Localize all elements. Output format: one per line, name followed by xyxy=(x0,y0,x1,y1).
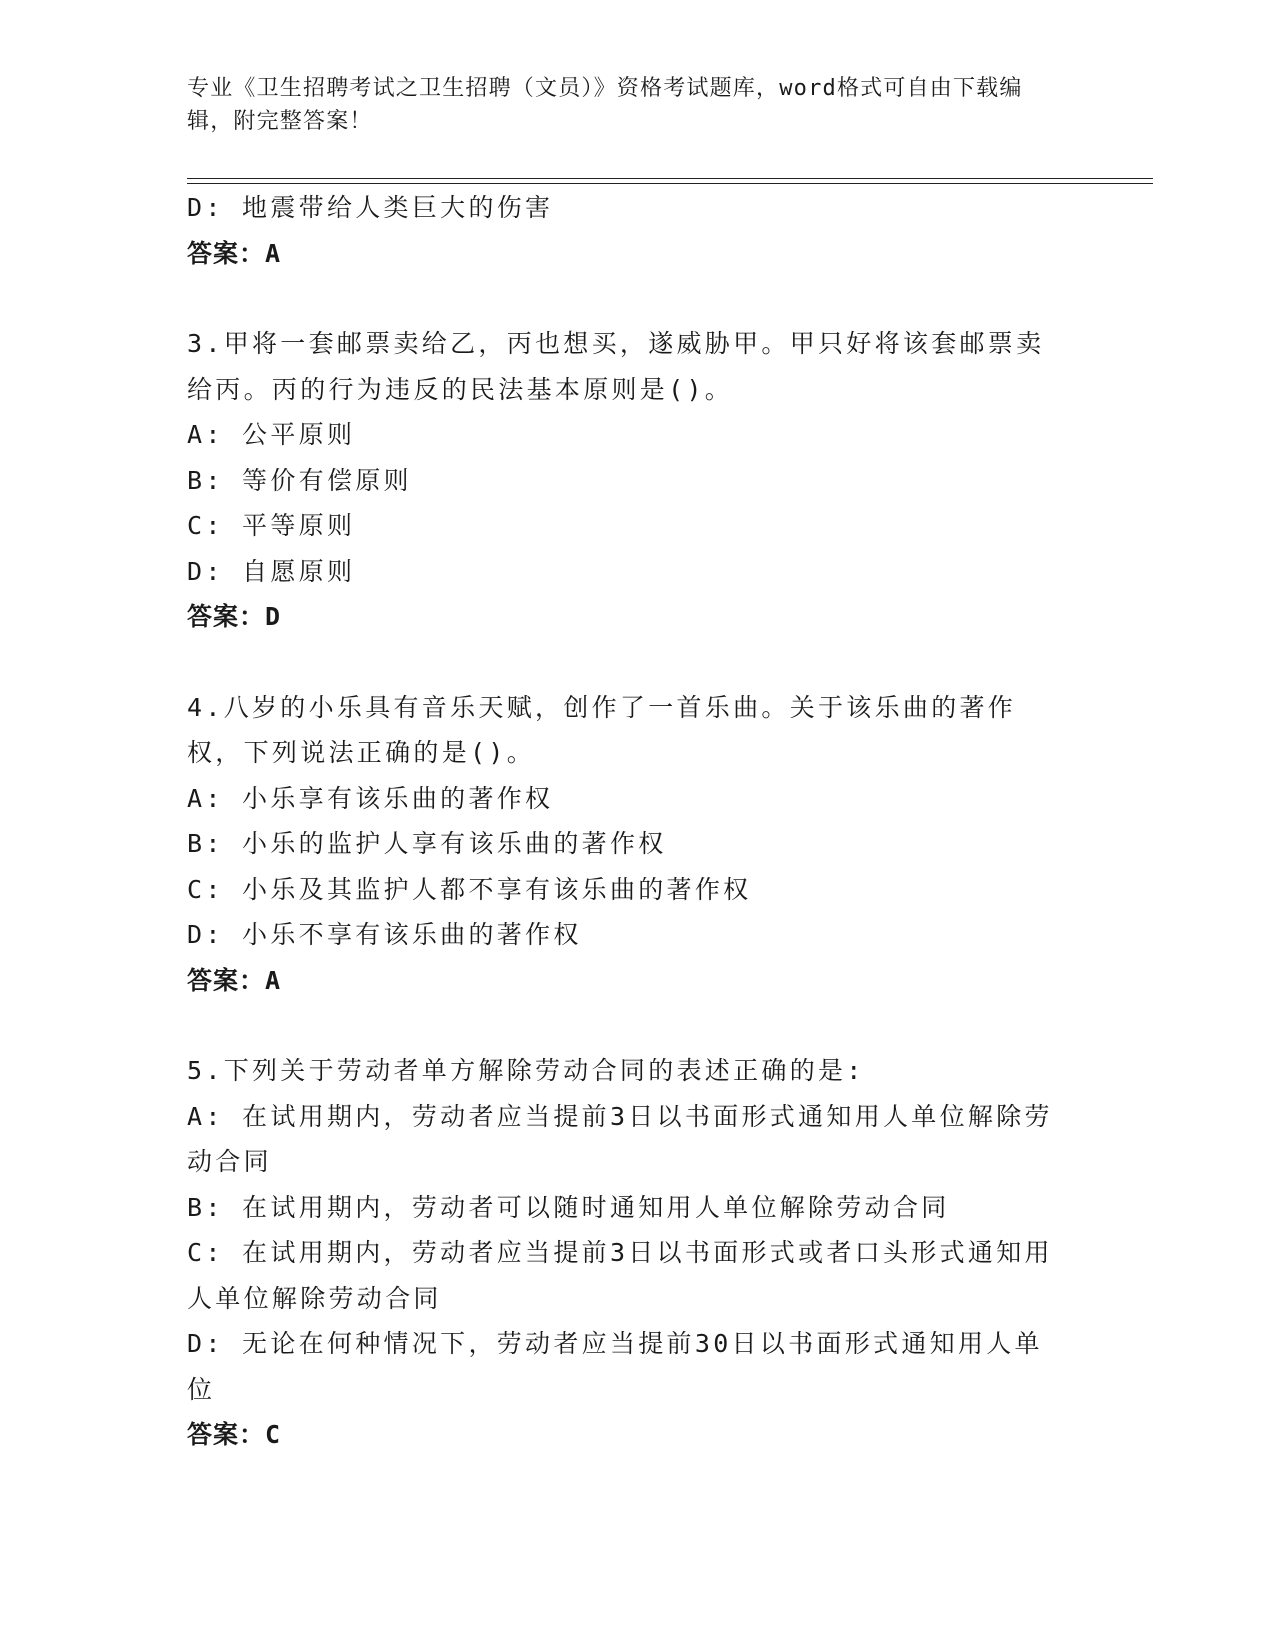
question-text: 5.下列关于劳动者单方解除劳动合同的表述正确的是: xyxy=(187,1056,865,1085)
question-2-tail xyxy=(187,185,1067,276)
answer-label: 答案：A xyxy=(187,238,282,268)
question-4 xyxy=(187,685,1067,1004)
question-text: 4.八岁的小乐具有音乐天赋，创作了一首乐曲。关于该乐曲的著作权，下列说法正确的是()。 xyxy=(187,692,1017,767)
option-d: D: 小乐不享有该乐曲的著作权 xyxy=(187,920,582,949)
option-c: C: 小乐及其监护人都不享有该乐曲的著作权 xyxy=(187,874,752,904)
spacer xyxy=(187,1003,1067,1048)
answer-label: 答案：D xyxy=(187,602,282,631)
option-a: A: 小乐享有该乐曲的著作权 xyxy=(187,783,554,813)
question-5 xyxy=(187,1048,1067,1458)
option-d: D: 自愿原则 xyxy=(187,556,356,586)
answer-label: 答案：A xyxy=(187,965,282,995)
spacer xyxy=(187,640,1067,685)
option-a: A: 在试用期内，劳动者应当提前3日以书面形式通知用人单位解除劳动合同 xyxy=(187,1101,1053,1176)
option-d: D: 地震带给人类巨大的伤害 xyxy=(187,193,554,222)
answer-label: 答案：C xyxy=(187,1420,282,1449)
header-divider-top xyxy=(187,178,1153,179)
option-d: D: 无论在何种情况下，劳动者应当提前30日以书面形式通知用人单位 xyxy=(187,1329,1043,1404)
option-b: B: 小乐的监护人享有该乐曲的著作权 xyxy=(187,829,667,858)
option-c: C: 平等原则 xyxy=(187,511,356,540)
option-c: C: 在试用期内，劳动者应当提前3日以书面形式或者口头形式通知用人单位解除劳动合同 xyxy=(187,1238,1053,1313)
document-header: 专业《卫生招聘考试之卫生招聘（文员）》资格考试题库，word格式可自由下载编辑，附完整答案！ xyxy=(187,76,1023,134)
option-b: B: 在试用期内，劳动者可以随时通知用人单位解除劳动合同 xyxy=(187,1192,950,1222)
question-text: 3.甲将一套邮票卖给乙，丙也想买，遂威胁甲。甲只好将该套邮票卖给丙。丙的行为违反的民法基本原则是()。 xyxy=(187,329,1045,404)
spacer xyxy=(187,276,1067,321)
header-divider-bottom xyxy=(187,183,1153,184)
option-a: A: 公平原则 xyxy=(187,420,356,449)
question-list xyxy=(187,185,1067,1458)
option-b: B: 等价有偿原则 xyxy=(187,465,412,495)
question-3 xyxy=(187,321,1067,640)
